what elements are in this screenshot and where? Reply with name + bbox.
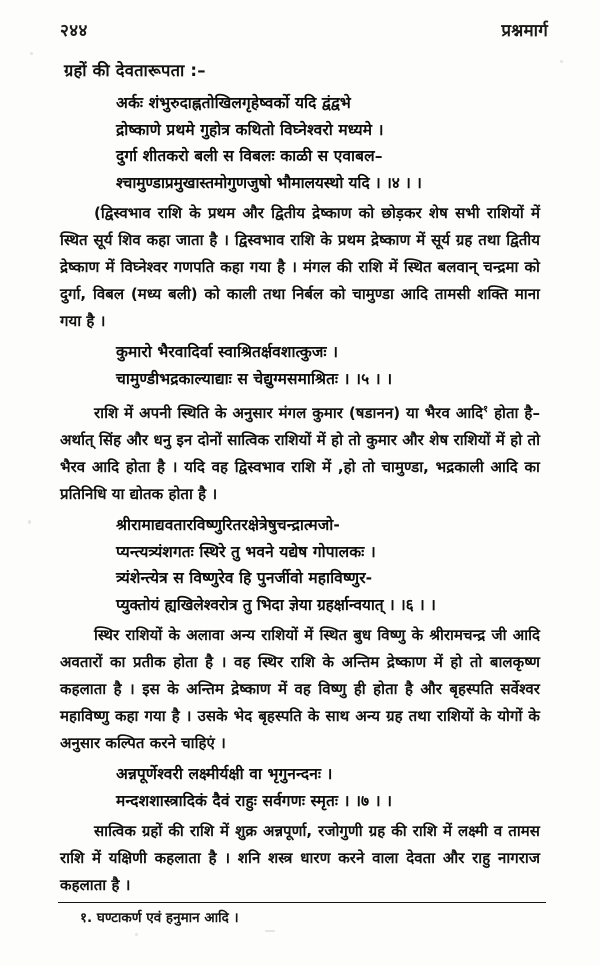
verse-block-4 (60, 90, 540, 196)
verse-line: मन्दशशास्त्रादिकं दैवं राहुः सर्वगणः स्मृतः । ।७ । । (116, 791, 393, 810)
verse-line: प्युक्तोयं ह्यखिलेश्वरोत्र तु भिदा ज्ञेया ग्रहर्क्षान्वयात् । ।६ । । (116, 595, 436, 614)
verse-line: द्रोष्काणे प्रथमे गुहोत्र कथितो विघ्नेश्वरो मध्यमे । (116, 120, 384, 139)
commentary-paragraph: स्थिर राशियों के अलावा अन्य राशियों में स्थित बुध विष्णु के श्रीरामचन्द्र जी आदि अवतारों का प्रतीक होता है । वह स्थिर राशि के अन्तिम द्रेष्काण में हो तो बालकृष्ण कहलाता है । इस के अन्तिम द्रेष्काण में वह विष्णु ही होता है और बृहस्पति सर्वेश्वर महाविष्णु कहा गया है । उसके भेद बृहस्पति के साथ अन्य ग्रह तथा राशियों के योगों के अनुसार कल्पित करने चाहिएं । (60, 626, 540, 752)
verse-line: चामुण्डीभद्रकाल्याद्याः स चेद्युग्मसमाश्रितः । ।५ । । (116, 369, 393, 388)
footnote-marker: १ (483, 404, 489, 415)
verse-block-5 (60, 339, 540, 392)
commentary-text-before-footnote: राशि में अपनी स्थिति के अनुसार मंगल कुमार (षडानन) या भैरव आदि (94, 404, 484, 422)
verse-line: प्यन्त्यत्र्यंशगतः स्थिरे तु भवने यद्येष गोपालकः । (116, 542, 376, 561)
verse-block-7 (60, 761, 540, 814)
verse-line: श्चामुण्डाप्रमुखास्तमोगुणजुषो भौमालयस्थो यदि । ।४ । । (116, 173, 422, 192)
scan-speck (265, 930, 275, 932)
commentary-paragraph: (द्विस्वभाव राशि के प्रथम और द्वितीय द्रेष्काण को छोड़कर शेष सभी राशियों में स्थित सूर्य शिव कहा जाता है । द्विस्वभाव राशि के प्रथम द्रेष्काण में सूर्य ग्रह तथा द्वितीय द्रेष्काण में विघ्नेश्वर गणपति कहा गया है । मंगल की राशि में स्थित बलवान् चन्द्रमा को दुर्गा, विबल (मध्य बली) को काली तथा निर्बल को चामुण्डा आदि तामसी शक्ति माना गया है । (60, 204, 540, 330)
commentary-text-after-footnote: होता है–अर्थात् सिंह और धनु इन दोनों सात्विक राशियों में हो तो कुमार और शेष राशियों में हो तो भैरव आदि होता है । यदि वह द्विस्वभाव राशि में ,हो तो चामुण्डा, भद्रकाली आदि का प्रतिनिधि या द्योतक होता है । (60, 404, 540, 503)
verse-line: दुर्गा शीतकरो बली स विबलः काळी स एवाबल– (116, 147, 383, 165)
footnote-number: १. (80, 910, 93, 926)
verse-line: कुमारो भैरवादिर्वा स्वाश्रितर्क्षवशात्कुजः । (116, 343, 339, 361)
verse-line: त्र्यंशेन्त्येत्र स विष्णुरेव हि पुनर्जीवो महाविष्णुर- (116, 569, 373, 587)
running-head (60, 18, 548, 41)
footnote-zone (58, 902, 546, 929)
text-column (60, 58, 540, 903)
verse-line: अर्कः शंभुरुदाह्नतोखिलगृहेष्वर्को यदि द्वंद्वभे (116, 94, 351, 112)
footnote-body: घण्टाकर्ण एवं हनुमान आदि । (96, 910, 239, 926)
section-heading: ग्रहों की देवतारूपता :– (64, 61, 206, 80)
verse-line: अन्नपूर्णेश्वरी लक्ष्मीर्यक्षी वा भृगुनन्दनः । (116, 765, 333, 783)
footnote-divider (58, 902, 546, 903)
book-title: प्रश्नमार्ग (501, 21, 548, 41)
commentary-paragraph (60, 396, 540, 508)
scan-speck (30, 52, 33, 55)
scan-speck (28, 520, 31, 524)
verse-line: श्रीरामाद्यवतारविष्णुरितरक्षेत्रेषुचन्द्रात्मजो- (116, 516, 340, 534)
scan-speck (560, 60, 563, 63)
footnote (58, 907, 546, 929)
page-number: २४४ (60, 21, 88, 41)
commentary-paragraph: सात्विक ग्रहों की राशि में शुक्र अन्नपूर्णा, रजोगुणी ग्रह की राशि में लक्ष्मी व तामस राशि में यक्षिणी कहलाता है । शनि शस्त्र धारण करने वाला देवता और राहु नागराज कहलाता है । (60, 822, 540, 894)
scan-speck (135, 933, 138, 936)
verse-block-6 (60, 512, 540, 618)
